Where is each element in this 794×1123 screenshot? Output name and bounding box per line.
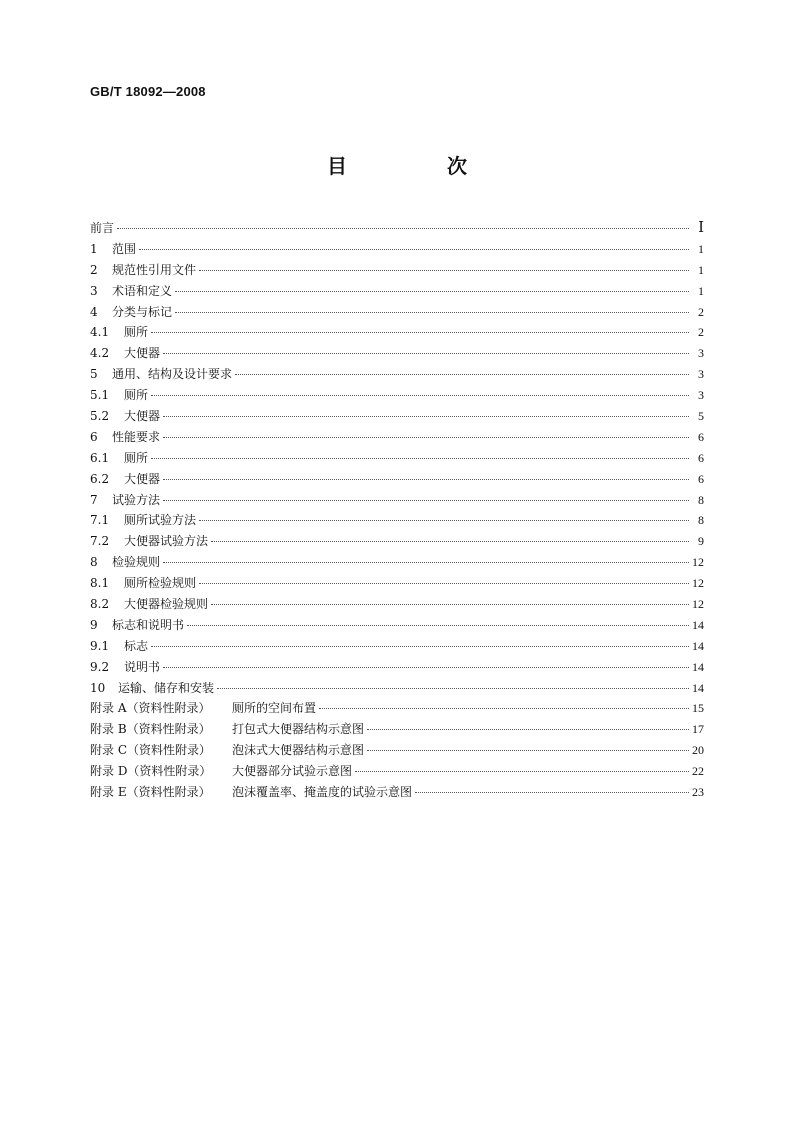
toc-entry[interactable] [90,469,704,490]
toc-entry[interactable] [90,239,704,260]
toc-leader-dots [163,353,689,354]
toc-leader-dots [175,312,689,313]
toc-leader-dots [163,416,689,417]
toc-entry-number: 4 [90,304,98,319]
toc-leader-dots [163,562,689,563]
toc-leader-dots [199,520,689,521]
toc-entry[interactable] [90,657,704,678]
toc-entry-number: 8.1 [90,576,110,591]
toc-entry-number: 7 [90,492,98,507]
toc-entry-label: 厕所 [124,388,149,403]
toc-entry-page: 20 [692,743,704,758]
toc-entry-page: 1 [698,241,704,256]
toc-leader-dots [415,792,689,793]
toc-entry-label: 标志和说明书 [112,617,185,632]
toc-entry-label: 厕所的空间布置 [232,701,317,716]
toc-entry-label: 泡沫覆盖率、掩盖度的试验示意图 [232,785,413,800]
toc-entry-number: 附录 C（资料性附录） [90,743,211,758]
toc-entry[interactable] [90,260,704,281]
toc-entry-number: 1 [90,241,98,256]
toc-entry-label: 大便器 [124,471,161,486]
toc-entry[interactable] [90,531,704,552]
toc-entry[interactable] [90,406,704,427]
page-title: 目 次 [327,154,507,178]
toc-entry-number: 2 [90,262,98,277]
toc-entry-page: 1 [698,262,704,277]
toc-entry-number: 9 [90,617,98,632]
toc-entry-page: 23 [692,785,704,800]
toc-entry[interactable] [90,719,704,740]
toc-entry-label: 大便器 [124,409,161,424]
toc-entry-page: 6 [698,450,704,465]
toc-entry[interactable] [90,490,704,511]
toc-leader-dots [217,688,689,689]
toc-entry[interactable] [90,678,704,699]
toc-entry-number: 6.1 [90,450,110,465]
toc-entry-label: 大便器试验方法 [124,534,209,549]
toc-entry-number: 6.2 [90,471,110,486]
standard-code: GB/T 18092—2008 [90,84,206,99]
toc-entry-label: 厕所检验规则 [124,576,197,591]
toc-entry-label: 打包式大便器结构示意图 [232,722,365,737]
toc-entry-number: 附录 E（资料性附录） [90,785,211,800]
toc-entry-page: 12 [692,555,704,570]
toc-entry-page: 22 [692,764,704,779]
toc-entry-page: 12 [692,597,704,612]
toc-entry-number: 4.1 [90,325,110,340]
toc-entry-label: 性能要求 [112,429,161,444]
toc-entry[interactable] [90,343,704,364]
toc-entry-label: 分类与标记 [112,304,173,319]
toc-leader-dots [151,395,689,396]
toc-entry-label: 范围 [112,241,137,256]
toc-entry-page: Ⅰ [698,220,704,236]
toc-entry-page: 3 [698,367,704,382]
toc-entry[interactable] [90,698,704,719]
toc-leader-dots [319,708,689,709]
toc-leader-dots [151,458,689,459]
toc-entry-page: 17 [692,722,704,737]
toc-entry-page: 8 [698,513,704,528]
toc-entry[interactable] [90,573,704,594]
toc-entry-page: 3 [698,388,704,403]
toc-entry[interactable] [90,594,704,615]
toc-entry-number: 5.1 [90,388,110,403]
toc-leader-dots [151,332,689,333]
toc-entry-number: 附录 A（资料性附录） [90,701,211,716]
toc-leader-dots [211,541,689,542]
toc-leader-dots [139,249,689,250]
toc-entry-number: 7.1 [90,513,110,528]
toc-entry-label: 大便器检验规则 [124,597,209,612]
toc-leader-dots [235,374,689,375]
toc-leader-dots [163,479,689,480]
toc-leader-dots [211,604,689,605]
toc-entry-label: 泡沫式大便器结构示意图 [232,743,365,758]
toc-entry-page: 6 [698,471,704,486]
toc-entry-number: 6 [90,429,98,444]
toc-entry[interactable] [90,615,704,636]
toc-entry-label: 厕所 [124,450,149,465]
toc-entry[interactable] [90,552,704,573]
toc-entry-page: 14 [692,638,704,653]
toc-entry-label: 试验方法 [112,492,161,507]
toc-entry-label: 检验规则 [112,555,161,570]
toc-entry-label: 规范性引用文件 [112,262,197,277]
toc-entry[interactable] [90,636,704,657]
toc-entry-number: 9.1 [90,638,110,653]
toc-entry-page: 14 [692,659,704,674]
toc-entry-number: 5.2 [90,409,110,424]
toc-entry[interactable] [90,761,704,782]
toc-entry[interactable] [90,322,704,343]
toc-entry[interactable] [90,448,704,469]
toc-entry-label: 前言 [90,221,115,235]
toc-entry-number: 8.2 [90,597,110,612]
toc-entry-number: 5 [90,367,98,382]
toc-leader-dots [187,625,689,626]
toc-entry-page: 3 [698,346,704,361]
toc-entry-page: 14 [692,680,704,695]
toc-entry-label: 厕所试验方法 [124,513,197,528]
toc-leader-dots [151,646,689,647]
toc-entry[interactable] [90,740,704,761]
toc-entry-page: 8 [698,492,704,507]
toc-entry[interactable] [90,782,704,803]
toc-entry-page: 15 [692,701,704,716]
toc-leader-dots [199,583,689,584]
toc-entry[interactable] [90,218,704,239]
toc-leader-dots [175,291,689,292]
toc-entry-number: 3 [90,283,98,298]
toc-leader-dots [163,667,689,668]
toc-leader-dots [355,771,689,772]
toc-entry-number: 8 [90,555,98,570]
toc-entry-label: 运输、储存和安装 [118,680,215,695]
toc-entry-label: 大便器部分试验示意图 [232,764,353,779]
toc-entry[interactable] [90,510,704,531]
toc-entry-page: 2 [698,304,704,319]
toc-entry-page: 1 [698,283,704,298]
toc-entry-number: 9.2 [90,659,110,674]
toc-leader-dots [199,270,689,271]
toc-entry[interactable] [90,281,704,302]
toc-entry-label: 大便器 [124,346,161,361]
toc-entry-page: 5 [698,409,704,424]
toc-entry[interactable] [90,427,704,448]
toc-leader-dots [163,437,689,438]
toc-entry-number: 附录 B（资料性附录） [90,722,211,737]
toc-entry-number: 4.2 [90,346,110,361]
toc-entry-page: 9 [698,534,704,549]
toc-entry-number: 7.2 [90,534,110,549]
toc-entry-label: 说明书 [124,659,161,674]
toc-entry-number: 附录 D（资料性附录） [90,764,212,779]
toc-entry-label: 通用、结构及设计要求 [112,367,233,382]
toc-entry-page: 14 [692,617,704,632]
toc-entry-page: 2 [698,325,704,340]
toc-entry-label: 标志 [124,638,149,653]
toc-entry[interactable] [90,302,704,323]
table-of-contents [90,218,704,803]
toc-entry-label: 术语和定义 [112,283,173,298]
toc-entry-number: 10 [90,680,106,695]
toc-entry-label: 厕所 [124,325,149,340]
toc-entry[interactable] [90,385,704,406]
toc-leader-dots [117,228,689,229]
toc-leader-dots [367,729,689,730]
toc-leader-dots [367,750,689,751]
toc-entry-page: 6 [698,429,704,444]
toc-entry[interactable] [90,364,704,385]
toc-leader-dots [163,500,689,501]
toc-entry-page: 12 [692,576,704,591]
